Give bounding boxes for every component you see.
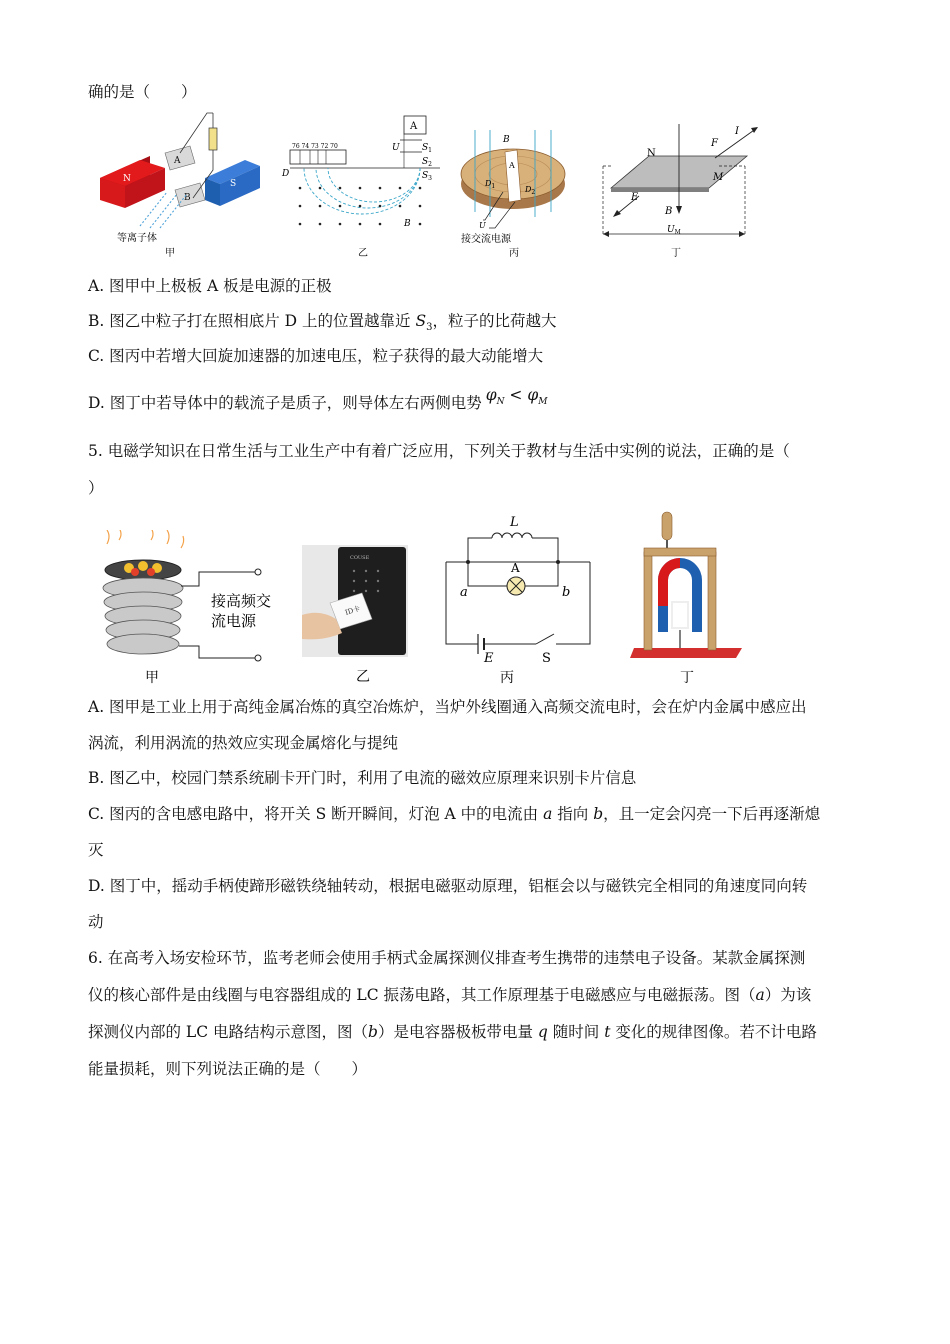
q5-option-d-line1: D. 图丁中，摇动手柄使蹄形磁铁绕轴转动，根据电磁驱动原理，铝框会以与磁铁完全相同的角速度同向转 bbox=[88, 877, 808, 895]
q5-jia-caption: 甲 bbox=[145, 670, 159, 686]
yi-tick-labels: 76 74 73 72 70 bbox=[292, 143, 338, 150]
q4-option-b: B. 图乙中粒子打在照相底片 D 上的位置越靠近 $S_3$，粒子的比荷越大 bbox=[88, 312, 557, 334]
q5-figure-jia bbox=[95, 530, 290, 686]
q4-option-c: C. 图丙中若增大回旋加速器的加速电压，粒子获得的最大动能增大 bbox=[88, 347, 544, 365]
jia-plasma-label: 等离子体 bbox=[117, 233, 157, 244]
q4-yi-caption: 乙 bbox=[358, 248, 368, 259]
ding-F-label: F bbox=[711, 138, 718, 149]
q5-yi-brand: COUSE bbox=[350, 555, 370, 561]
bing-U-label: U bbox=[479, 221, 486, 230]
yi-S2-label: $S_2$ bbox=[422, 157, 432, 168]
q5-bing-A: A bbox=[511, 561, 520, 575]
q5-option-a-line1: A. 图甲是工业上用于高纯金属冶炼的真空冶炼炉，当炉外线圈通入高频交流电时，会在炉内金属中感应出 bbox=[88, 698, 807, 716]
q4-figure-jia bbox=[95, 108, 270, 258]
q6-stem-line3: 探测仪内部的 LC 电路结构示意图，图（b）是电容器极板带电量 q 随时间 t 变化的规律图像。若不计电路 bbox=[88, 1023, 817, 1041]
q5-ding-caption: 丁 bbox=[680, 670, 694, 686]
yi-U-label: U bbox=[392, 143, 400, 153]
q4-bing-caption: 丙 bbox=[509, 248, 519, 259]
ding-B-label: B bbox=[665, 206, 673, 217]
jia-S-label: S bbox=[230, 179, 237, 189]
yi-A-label: A bbox=[410, 121, 418, 132]
yi-S3-label: $S_3$ bbox=[422, 171, 432, 182]
jia-N-label: N bbox=[123, 174, 131, 184]
q4-figure-yi bbox=[280, 112, 445, 260]
yi-magnetic-dots bbox=[299, 187, 422, 226]
q5-bing-E: E bbox=[484, 651, 494, 666]
q4-option-a: A. 图甲中上极板 A 板是电源的正极 bbox=[88, 277, 332, 295]
bing-D1-label: $D_1$ bbox=[485, 179, 496, 190]
ding-I-label: I bbox=[735, 126, 739, 137]
q5-option-d-line2: 动 bbox=[88, 913, 104, 931]
q5-figure-ding bbox=[630, 508, 742, 686]
ding-E-label: E bbox=[631, 192, 639, 203]
ding-UM-label: $U_M$ bbox=[667, 225, 681, 236]
q5-yi-card: ID卡 bbox=[344, 604, 362, 617]
q5-figure-yi bbox=[302, 545, 412, 687]
bing-power-label: 接交流电源 bbox=[461, 234, 511, 245]
q5-bing-caption: 丙 bbox=[500, 670, 514, 686]
q5-bing-b: b bbox=[562, 585, 571, 600]
q4-stem-tail: 确的是（ ） bbox=[88, 83, 197, 101]
q6-stem-line1: 6. 在高考入场安检环节，监考老师会使用手柄式金属探测仪排查考生携带的违禁电子设备。某款金属探测 bbox=[88, 949, 806, 967]
yi-D-label: D bbox=[282, 169, 290, 179]
q5-bing-S: S bbox=[542, 651, 551, 666]
q5-figure-bing bbox=[440, 512, 600, 686]
q5-option-c-line2: 灭 bbox=[88, 841, 104, 859]
q5-option-c-line1: C. 图丙的含电感电路中，将开关 S 断开瞬间，灯泡 A 中的电流由 a 指向 b，且一定会闪亮一下后再逐渐熄 bbox=[88, 805, 821, 823]
yi-S1-label: $S_1$ bbox=[422, 143, 432, 154]
bing-D2-label: $D_2$ bbox=[525, 185, 536, 196]
jia-B-label: B bbox=[184, 193, 191, 203]
q6-stem-line4: 能量损耗，则下列说法正确的是（ ） bbox=[88, 1060, 368, 1078]
ding-M-label: M bbox=[713, 172, 724, 183]
q4-ding-caption: 丁 bbox=[671, 248, 681, 259]
q5-option-b: B. 图乙中，校园门禁系统刷卡开门时，利用了电流的磁效应原理来识别卡片信息 bbox=[88, 769, 637, 787]
q5-yi-caption: 乙 bbox=[356, 669, 370, 685]
ding-N-label: N bbox=[647, 148, 656, 159]
q4-jia-caption: 甲 bbox=[165, 248, 175, 258]
q5-stem-line1: 5. 电磁学知识在日常生活与工业生产中有着广泛应用，下列关于教材与生活中实例的说法，正确的是（ bbox=[88, 442, 790, 460]
q4-option-d: D. 图丁中若导体中的载流子是质子，则导体左右两侧电势 $\varphi_N < \varphi_M$ bbox=[88, 386, 548, 412]
q5-jia-label1: 接高频交 bbox=[211, 592, 272, 610]
q5-bing-L: L bbox=[510, 515, 519, 530]
q5-jia-label2: 流电源 bbox=[211, 612, 257, 630]
q5-bing-a: a bbox=[460, 585, 468, 600]
q4-figure-ding bbox=[595, 118, 765, 260]
q4-figure-bing bbox=[455, 122, 575, 260]
q5-stem-line2: ） bbox=[88, 479, 104, 497]
yi-B-label: B bbox=[404, 219, 411, 229]
bing-B-label: B bbox=[503, 135, 510, 145]
q6-stem-line2: 仪的核心部件是由线圈与电容器组成的 LC 振荡电路，其工作原理基于电磁感应与电磁振荡。图（a）为该 bbox=[88, 986, 812, 1004]
jia-A-label: A bbox=[174, 156, 181, 166]
q5-option-a-line2: 涡流，利用涡流的热效应实现金属熔化与提纯 bbox=[88, 734, 399, 752]
bing-A-label: A bbox=[509, 161, 515, 170]
